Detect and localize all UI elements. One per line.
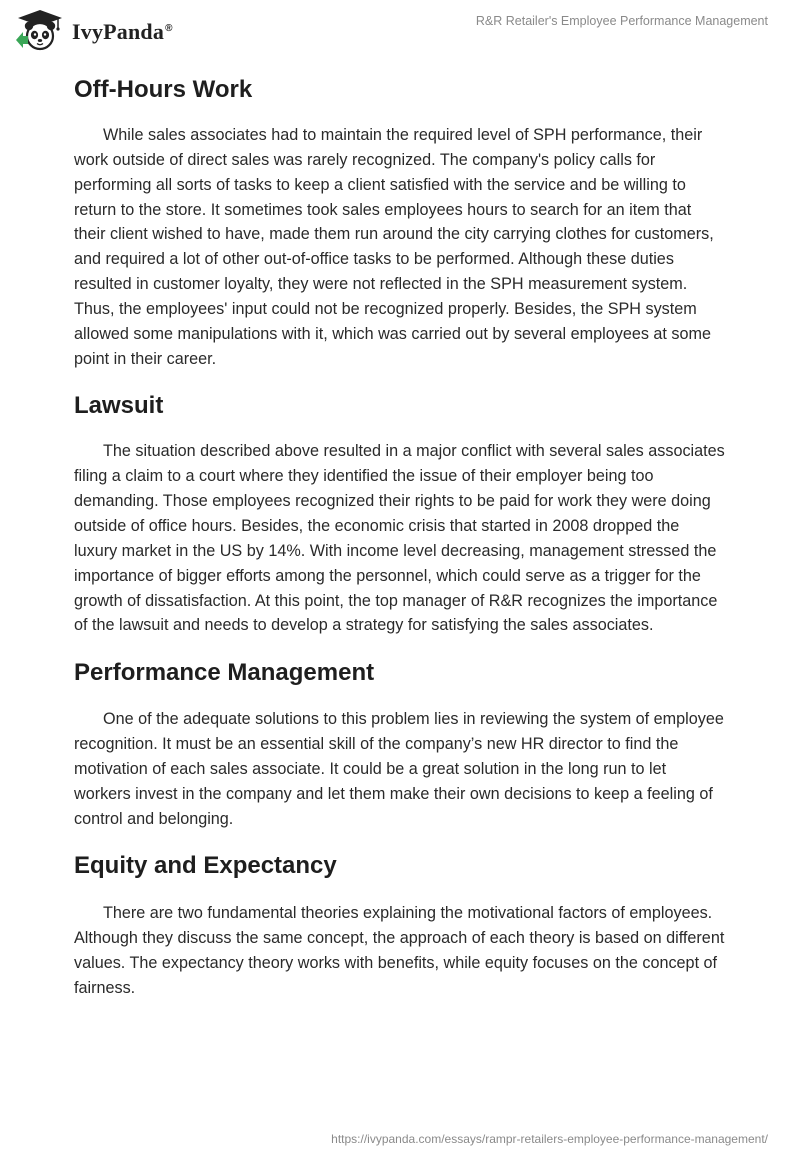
ivypanda-logo[interactable]	[14, 8, 173, 52]
running-title: R&R Retailer's Employee Performance Management	[475, 14, 768, 28]
panda-graduate-icon	[14, 8, 66, 52]
section-heading: Equity and Expectancy	[74, 852, 337, 880]
section-paragraph: The situation described above resulted in a major conflict with several sales associates filing a claim to a court where they identified the issue of their employer being too demanding. Those employees recognized their rights to be paid for work they were doing outside of office hours. Besides, the economic crisis that started in 2008 dropped the luxury market in the US by 14%. With income level decreasing, management stressed the importance of bigger efforts among the personnel, which could serve as a trigger for the growth of dissatisfaction. At this point, the top manager of R&R recognizes the importance of the lawsuit and needs to develop a strategy for satisfying the sales associates.	[74, 442, 725, 635]
section-heading: Off-Hours Work	[74, 76, 253, 103]
section-heading: Performance Management	[74, 659, 375, 687]
source-url-link[interactable]: https://ivypanda.com/essays/rampr-retailers-employee-performance-management/	[331, 1132, 768, 1146]
section-lawsuit	[74, 389, 726, 638]
logo-wordmark: IvyPanda	[72, 19, 165, 44]
section-performance-management	[74, 656, 726, 831]
page-header	[0, 0, 800, 60]
section-paragraph: One of the adequate solutions to this problem lies in reviewing the system of employee recognition. It must be an essential skill of the company’s new HR director to find the motivation of each sales associate. It could be a great solution in the long run to let workers invest in the company and let them make their own decisions to keep a feeling of control and belonging.	[74, 710, 724, 828]
essay-content	[74, 70, 726, 1001]
section-paragraph: There are two fundamental theories explaining the motivational factors of employees. Although they discuss the same concept, the approach of each theory is based on different values. The expectancy theory works with benefits, while equity focuses on the concept of fairness.	[74, 904, 725, 997]
section-equity-and-expectancy	[74, 849, 726, 1000]
section-heading: Lawsuit	[74, 392, 164, 420]
section-paragraph: While sales associates had to maintain the required level of SPH performance, their work outside of direct sales was rarely recognized. The company's policy calls for performing all sorts of tasks to keep a client satisfied with the service and be willing to return to the store. It sometimes took sales employees hours to search for an item that their client wished to have, made them run around the city carrying clothes for customers, and required a lot of other out-of-office tasks to be performed. Although these duties resulted in customer loyalty, they were not reflected in the SPH measurement system. Thus, the employees' input could not be recognized properly. Besides, the SPH system allowed some manipulations with it, which was carried out by several employees at some point in their career.	[74, 126, 714, 368]
registered-mark: ®	[165, 22, 173, 34]
logo-text	[72, 19, 173, 45]
section-off-hours-work	[74, 73, 726, 371]
